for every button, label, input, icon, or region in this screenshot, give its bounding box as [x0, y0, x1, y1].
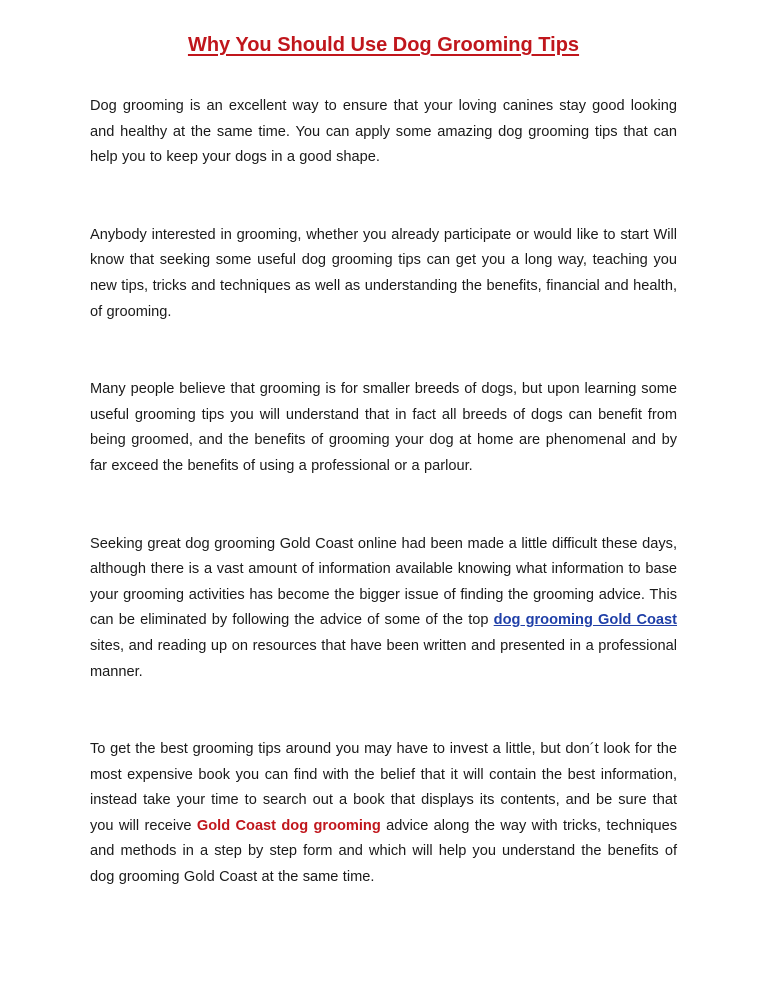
document-title: Why You Should Use Dog Grooming Tips: [187, 34, 580, 56]
document-page: [90, 28, 677, 891]
paragraph-best-tips-text-after: advice along the way with tricks, techniques and methods in a step by step form and which will help you understand the benefits of dog grooming Gold Coast at the same time.: [90, 817, 678, 886]
dog-grooming-gold-coast-link[interactable]: dog grooming Gold Coast: [493, 612, 678, 629]
paragraph-seeking-text-after: sites, and reading up on resources that have been written and presented in a professional manner.: [90, 637, 677, 680]
paragraph-best-tips-text-before: To get the best grooming tips around you may have to invest a little, but don´t look for the most expensive book you can find with the belief that it will contain the best information, instead take your time to search out a book that displays its contents, and be sure that you will receive: [90, 741, 677, 834]
paragraph-intro: Dog grooming is an excellent way to ensure that your loving canines stay good looking and healthy at the same time. You can apply some amazing dog grooming tips that can help you to keep your dogs in a good shape.: [90, 98, 677, 166]
paragraph-interested: Anybody interested in grooming, whether you already participate or would like to start Will know that seeking some useful dog grooming tips can get you a long way, teaching you new tips, tricks and techniques as well as understanding the benefits, financial and health, of grooming.: [90, 226, 677, 320]
paragraph-best-tips: [90, 737, 677, 891]
paragraph-breeds: Many people believe that grooming is for smaller breeds of dogs, but upon learning some useful grooming tips you will understand that in fact all breeds of dogs can benefit from being groomed, and the benefits of grooming your dog at home are phenomenal and by far exceed the benefits of using a professional or a parlour.: [90, 381, 677, 474]
paragraph-seeking: [90, 532, 677, 686]
gold-coast-dog-grooming-highlight: Gold Coast dog grooming: [196, 817, 381, 834]
paragraph-seeking-text-before: Seeking great dog grooming Gold Coast online had been made a little difficult these days, although there is a vast amount of information available knowing what information to base your grooming activities has become the bigger issue of finding the grooming advice. This can be eliminated by following the advice of some of the top: [90, 535, 677, 629]
